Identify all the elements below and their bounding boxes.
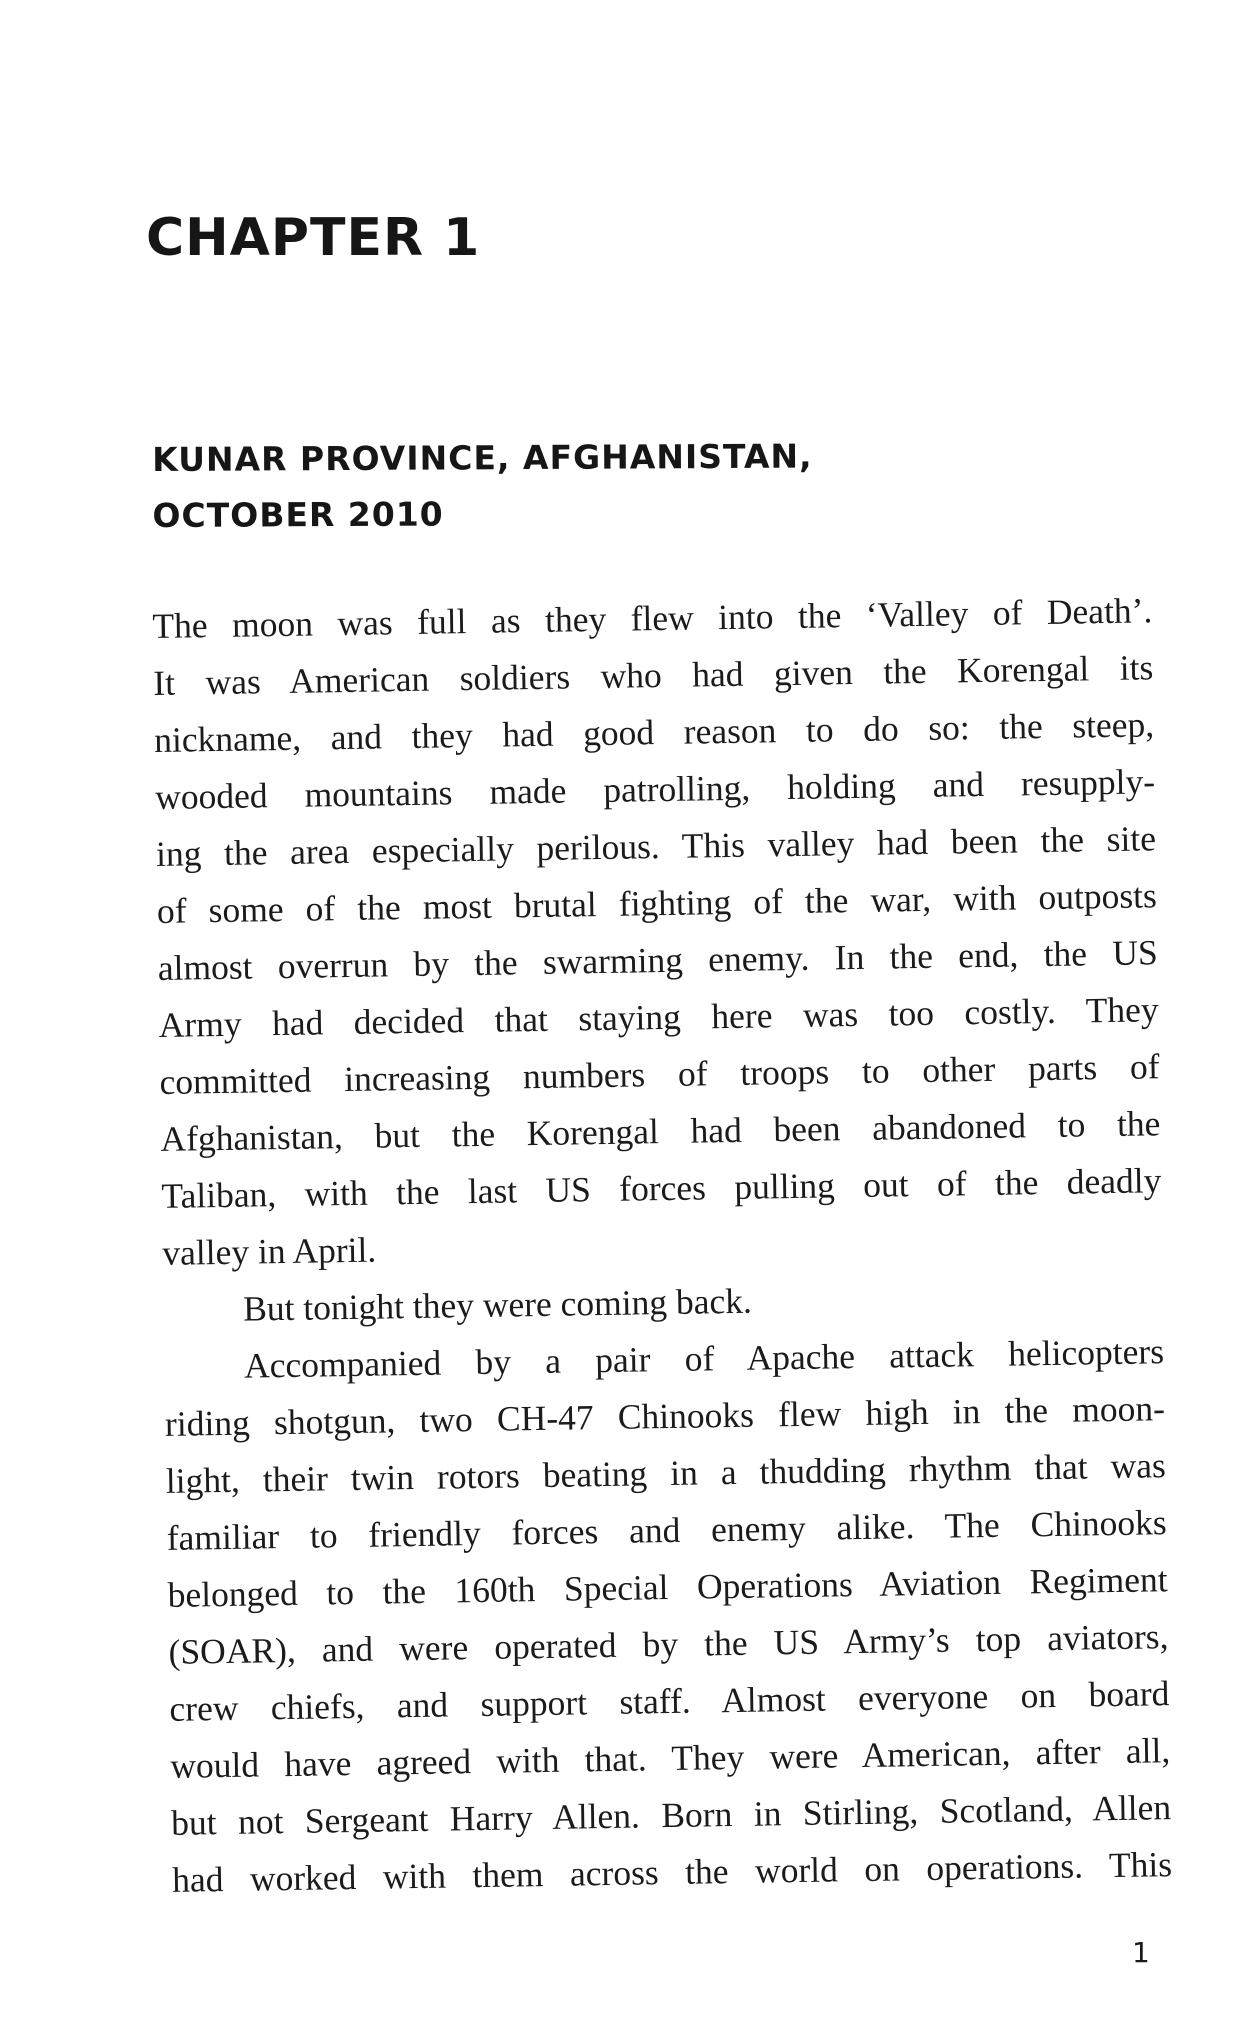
text-line: committed increasing numbers of troops to other parts of <box>159 1046 1160 1102</box>
text-line: wooded mountains made patrolling, holding and resupply- <box>154 761 1156 817</box>
text-line: of some of the most brutal fighting of the war, with outposts <box>156 875 1158 931</box>
text-line: riding shotgun, two CH-47 Chinooks flew high in the moon- <box>164 1388 1166 1444</box>
text-line: Taliban, with the last US forces pulling out of the deadly <box>161 1160 1162 1216</box>
text-line: (SOAR), and were operated by the US Army’s top aviators, <box>168 1616 1169 1672</box>
text-line: Afghanistan, but the Korengal had been abandoned to the <box>160 1103 1161 1159</box>
section-heading-line-2: OCTOBER 2010 <box>152 494 444 535</box>
text-line: nickname, and they had good reason to do so: the steep, <box>153 704 1155 760</box>
text-line: familiar to friendly forces and enemy alike. The Chinooks <box>166 1502 1167 1558</box>
text-line: almost overrun by the swarming enemy. In the end, the US <box>157 932 1159 988</box>
text-line: ing the area especially perilous. This valley had been the site <box>155 818 1157 874</box>
text-line: Accompanied by a pair of Apache attack helicopters <box>243 1331 1165 1386</box>
text-line: crew chiefs, and support staff. Almost everyone on board <box>169 1673 1170 1729</box>
section-heading-line-1: KUNAR PROVINCE, AFGHANISTAN, <box>152 436 813 479</box>
text-line: It was American soldiers who had given the Korengal its <box>153 647 1154 703</box>
text-line: would have agreed with that. They were American, after all, <box>170 1730 1171 1786</box>
text-line: had worked with them across the world on operations. This <box>171 1844 1173 1900</box>
text-line: light, their twin rotors beating in a thudding rhythm that was <box>165 1445 1167 1501</box>
text-line: belonged to the 160th Special Operations Aviation Regiment <box>167 1559 1168 1615</box>
chapter-title: CHAPTER 1 <box>146 208 481 268</box>
text-line: valley in April. <box>161 1229 377 1273</box>
section-heading <box>152 429 813 544</box>
text-line: Army had decided that staying here was too costly. They <box>158 989 1159 1045</box>
body-text <box>152 582 1172 1909</box>
page-number: 1 <box>1132 1936 1150 1969</box>
text-line: The moon was full as they flew into the ‘Valley of Death’. <box>152 590 1153 646</box>
text-line: but not Sergeant Harry Allen. Born in Stirling, Scotland, Allen <box>170 1787 1172 1843</box>
text-line: But tonight they were coming back. <box>242 1280 753 1329</box>
